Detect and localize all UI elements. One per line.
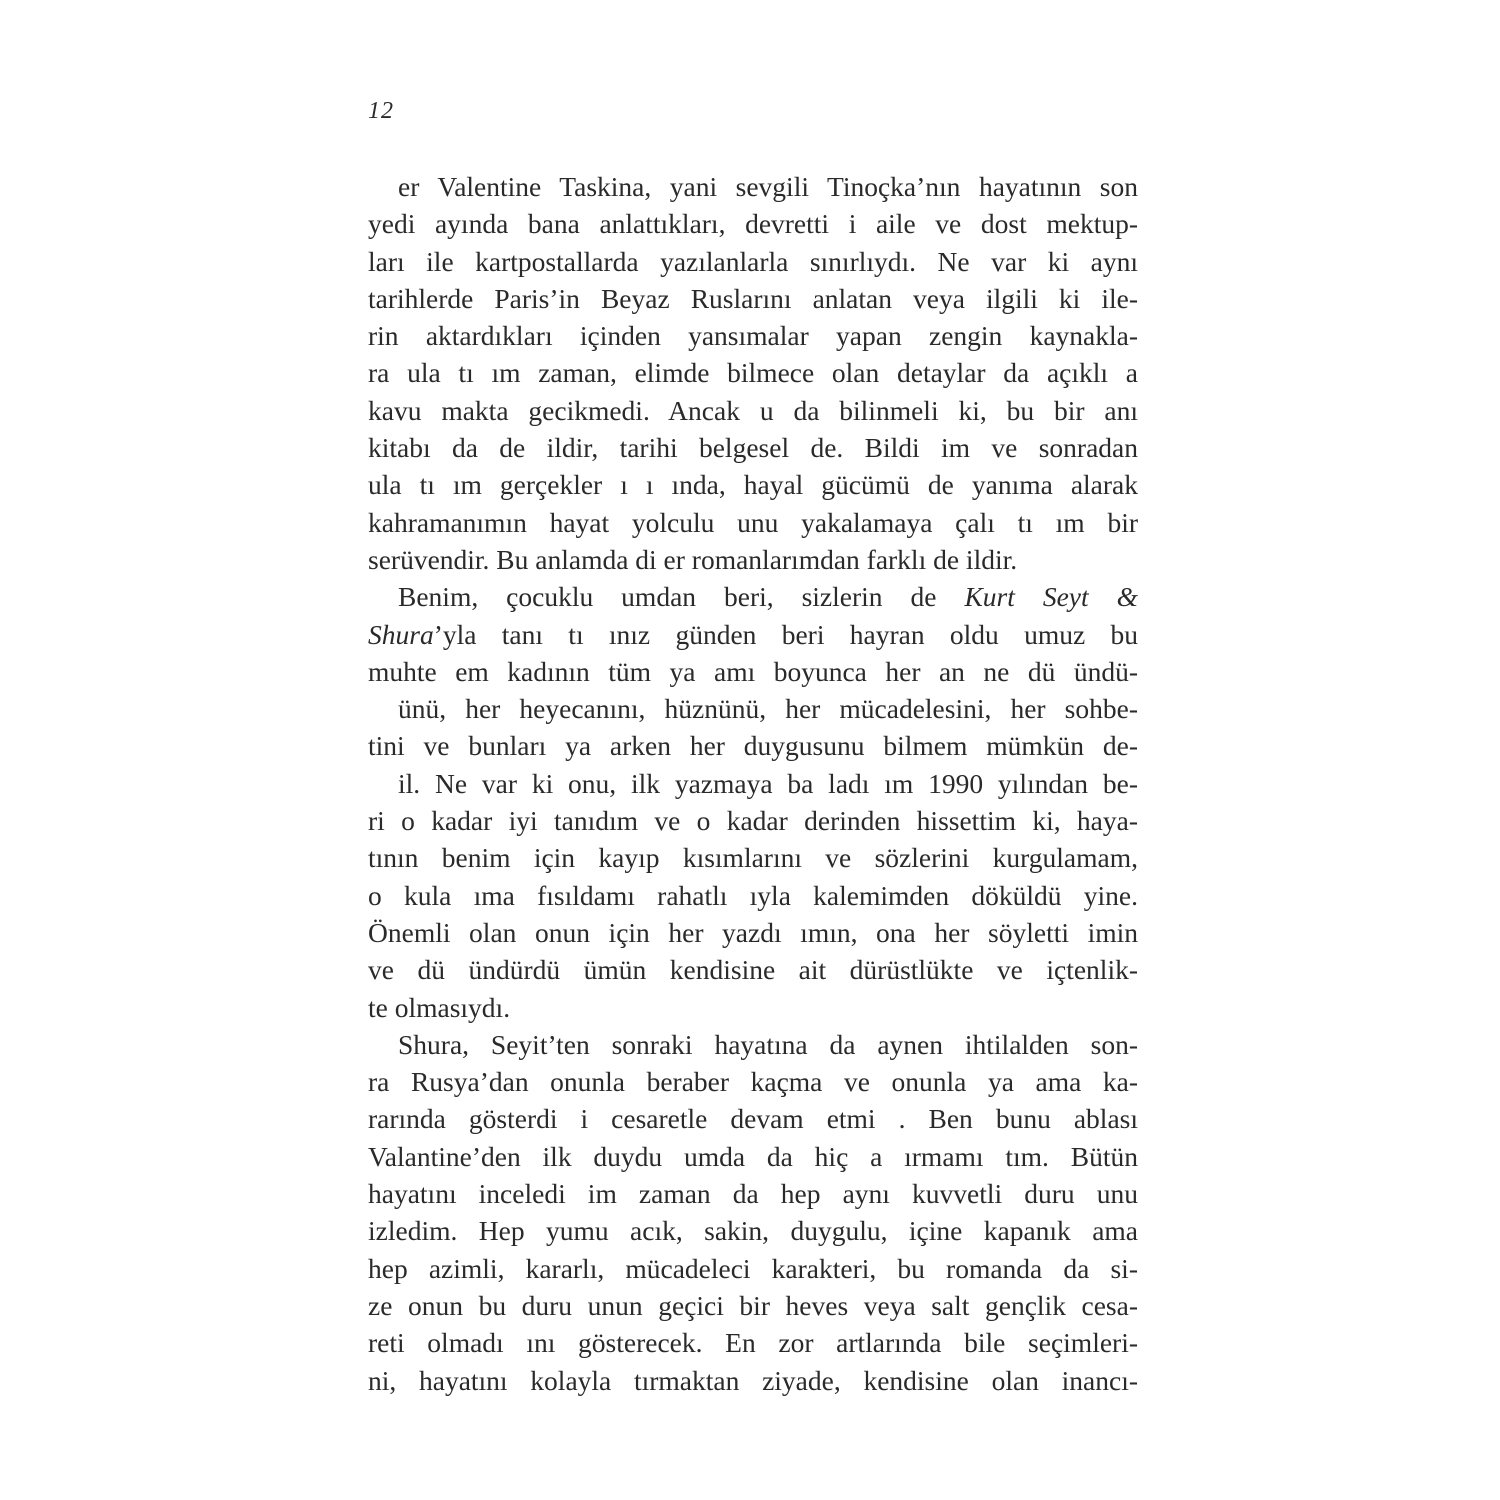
line-text: tini ve bunları ya arken her duygusunu bilmem mümkün de- — [368, 730, 1138, 762]
line-text: tarihlerde Paris’in Beyaz Ruslarını anlatan veya ilgili ki ile- — [368, 282, 1138, 314]
text-line — [368, 616, 1138, 653]
line-text: Önemli olan onun için her yazdı ımın, ona her söyletti imin — [368, 916, 1138, 948]
text-line — [368, 1063, 1138, 1100]
text-line — [368, 280, 1138, 317]
text-line — [368, 989, 1138, 1026]
text-line — [368, 951, 1138, 988]
text-line — [368, 839, 1138, 876]
line-text: ni, hayatını kolayla tırmaktan ziyade, kendisine olan inancı- — [368, 1364, 1138, 1396]
line-text: muhte em kadının tüm ya amı boyunca her an ne dü ündü- — [368, 655, 1138, 687]
text-line — [368, 1362, 1138, 1399]
text-line — [368, 541, 1138, 578]
text-line — [368, 802, 1138, 839]
line-text: Valantine’den ilk duydu umda da hiç a ırmamı tım. Bütün — [368, 1140, 1138, 1172]
text-line — [368, 205, 1138, 242]
line-text: Benim, çocuklu umdan beri, sizlerin de — [398, 581, 937, 613]
text-line — [368, 727, 1138, 764]
line-text: ze onun bu duru unun geçici bir heves veya salt gençlik cesa- — [368, 1289, 1138, 1321]
line-text: reti olmadı ını gösterecek. En zor artlarında bile seçimleri- — [368, 1327, 1138, 1359]
text-line — [368, 392, 1138, 429]
line-text: ula tı ım gerçekler ı ı ında, hayal gücümü de yanıma alarak — [368, 469, 1138, 501]
line-text: er Valentine Taskina, yani sevgili Tinoçka’nın hayatının son — [398, 171, 1138, 202]
text-line — [368, 317, 1138, 354]
text-line — [368, 877, 1138, 914]
line-text: rarında gösterdi i cesaretle devam etmi . Ben bunu ablası — [368, 1103, 1138, 1135]
text-line — [368, 1138, 1138, 1175]
text-line — [368, 1324, 1138, 1361]
text-line — [368, 1250, 1138, 1287]
text-line — [368, 1287, 1138, 1324]
text-line — [368, 914, 1138, 951]
line-text: tının benim için kayıp kısımlarını ve sözlerini kurgulamam, — [368, 842, 1138, 874]
text-line — [368, 765, 1138, 802]
text-line — [368, 466, 1138, 503]
text-line — [368, 504, 1138, 541]
text-line — [368, 1100, 1138, 1137]
line-text: ra Rusya’dan onunla beraber kaçma ve onunla ya ama ka- — [368, 1066, 1138, 1098]
line-text: ve dü ündürdü ümün kendisine ait dürüstlükte ve içtenlik- — [368, 954, 1138, 986]
line-text: ünü, her heyecanını, hüznünü, her mücadelesini, her sohbe- — [398, 693, 1138, 725]
text-line — [368, 578, 1138, 615]
line-text: Shura, Seyit’ten sonraki hayatına da aynen ihtilalden son- — [398, 1028, 1138, 1060]
line-text: ri o kadar iyi tanıdım ve o kadar derinden hissettim ki, haya- — [368, 805, 1138, 837]
italic-title: Kurt Seyt & — [964, 581, 1138, 613]
line-text: kahramanımın hayat yolculu unu yakalamaya çalı tı ım bir — [368, 506, 1138, 538]
line-text: ları ile kartpostallarda yazılanlarla sınırlıydı. Ne var ki aynı — [368, 245, 1138, 277]
line-text: serüvendir. Bu anlamda di er romanlarımdan farklı de ildir. — [368, 543, 1018, 575]
line-text: hep azimli, kararlı, mücadeleci karakteri, bu romanda da si- — [368, 1252, 1138, 1284]
line-text: hayatını inceledi im zaman da hep aynı kuvvetli duru unu — [368, 1178, 1138, 1210]
text-line — [368, 690, 1138, 727]
line-text: kavu makta gecikmedi. Ancak u da bilinmeli ki, bu bir anı — [368, 394, 1138, 426]
line-text: rin aktardıkları içinden yansımalar yapan zengin kaynakla- — [368, 320, 1138, 352]
line-text: o kula ıma fısıldamı rahatlı ıyla kalemimden döküldü yine. — [368, 879, 1138, 911]
page-number: 12 — [368, 98, 394, 124]
line-text: kitabı da de ildir, tarihi belgesel de. Bildi im ve sonradan — [368, 432, 1138, 464]
text-line — [368, 243, 1138, 280]
line-text: il. Ne var ki onu, ilk yazmaya ba ladı ım 1990 yılından be- — [398, 767, 1138, 799]
line-text: izledim. Hep yumu acık, sakin, duygulu, içine kapanık ama — [368, 1215, 1138, 1247]
text-line — [368, 1175, 1138, 1212]
line-text: te olmasıydı. — [368, 991, 511, 1023]
text-line — [368, 429, 1138, 466]
text-line — [368, 1026, 1138, 1063]
body-text — [368, 168, 1138, 1399]
italic-title: Shura — [368, 618, 434, 650]
text-line — [368, 653, 1138, 690]
line-text: yedi ayında bana anlattıkları, devretti i aile ve dost mektup- — [368, 208, 1138, 240]
text-line — [368, 354, 1138, 391]
line-text: ’yla tanı tı ınız günden beri hayran oldu umuz bu — [433, 618, 1138, 650]
text-line — [368, 168, 1138, 205]
text-line — [368, 1212, 1138, 1249]
line-text: ra ula tı ım zaman, elimde bilmece olan detaylar da açıklı a — [368, 357, 1138, 389]
